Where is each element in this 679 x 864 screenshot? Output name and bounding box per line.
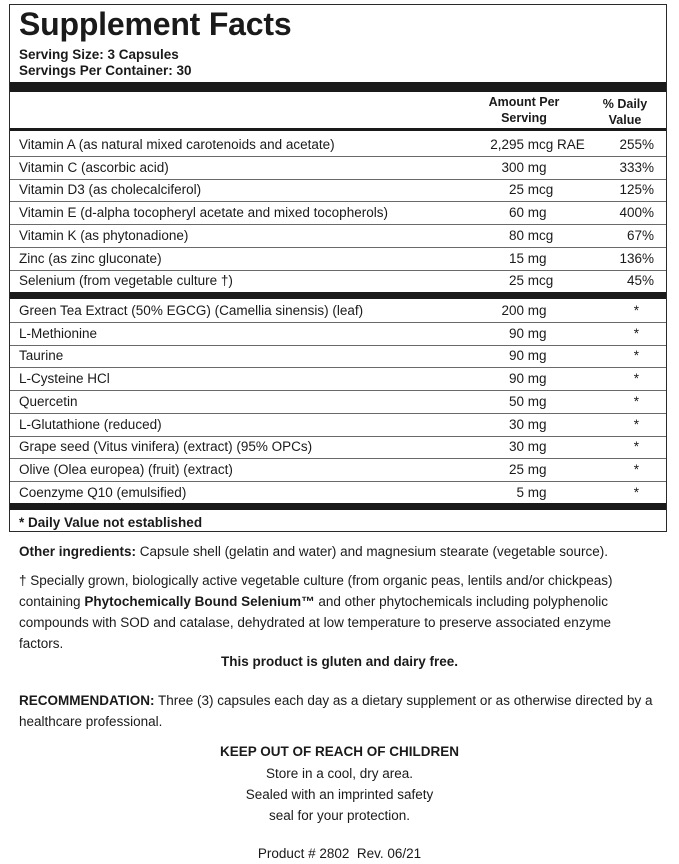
- ingredient-name: Green Tea Extract (50% EGCG) (Camellia sinensis) (leaf): [19, 303, 364, 318]
- facts-row: [10, 345, 666, 368]
- ingredient-name: Vitamin D3 (as cholecalciferol): [19, 182, 202, 198]
- storage-line-1: Store in a cool, dry area.: [265, 766, 414, 781]
- ingredient-amount: 50 mg: [508, 393, 547, 409]
- serving-size: Serving Size: 3 Capsules: [19, 47, 179, 62]
- ingredient-amount: 25 mcg: [508, 273, 554, 289]
- ingredient-daily-value: 125%: [619, 182, 654, 198]
- recommendation-label: RECOMMENDATION:: [19, 693, 155, 708]
- ingredient-name: Selenium (from vegetable culture †): [19, 273, 233, 289]
- selenium-brand-name: Phytochemically Bound Selenium™: [84, 594, 315, 609]
- ingredient-name: Vitamin K (as phytonadione): [19, 227, 189, 243]
- ingredient-daily-value: *: [633, 439, 639, 455]
- facts-row: [10, 391, 666, 414]
- ingredient-amount: 300 mg: [501, 159, 547, 175]
- storage-line-2: Sealed with an imprinted safety: [245, 787, 434, 802]
- facts-row: [10, 323, 666, 346]
- ingredient-name: Zinc (as zinc gluconate): [19, 250, 162, 266]
- facts-row: [10, 414, 666, 437]
- ingredient-name: L-Glutathione (reduced): [19, 416, 162, 432]
- facts-row: [10, 134, 666, 157]
- product-number: Product # 2802 Rev. 06/21: [257, 846, 422, 861]
- ingredient-amount: 25 mcg: [508, 182, 554, 198]
- ingredient-name: L-Methionine: [19, 325, 98, 341]
- header-divider-bar: [10, 82, 666, 92]
- ingredient-amount: 30 mg: [508, 439, 547, 455]
- panel-title: Supplement Facts: [19, 6, 292, 42]
- ingredient-name: Vitamin A (as natural mixed carotenoids and acetate): [19, 137, 335, 152]
- facts-row: [10, 248, 666, 271]
- ingredient-amount: 60 mg: [508, 205, 547, 221]
- ingredient-daily-value: *: [633, 371, 639, 387]
- ingredient-daily-value: 255%: [619, 137, 654, 152]
- facts-row: [10, 368, 666, 391]
- ingredient-name: L-Cysteine HCl: [19, 371, 110, 387]
- ingredient-amount: 5 mg: [516, 484, 547, 500]
- facts-row: [10, 300, 666, 323]
- ingredient-daily-value: *: [633, 416, 639, 432]
- facts-row: [10, 179, 666, 202]
- daily-value-footnote: * Daily Value not established: [19, 515, 203, 530]
- facts-row: [10, 157, 666, 180]
- ingredient-daily-value: 45%: [626, 273, 654, 289]
- ingredient-amount: 90 mg: [508, 325, 547, 341]
- header-bottom-rule: [10, 128, 666, 131]
- facts-row: [10, 225, 666, 248]
- ingredient-daily-value: *: [633, 303, 639, 318]
- ingredient-name: Quercetin: [19, 393, 78, 409]
- ingredient-name: Grape seed (Vitus vinifera) (extract) (95% OPCs): [19, 439, 313, 455]
- ingredient-daily-value: *: [633, 348, 639, 364]
- facts-row: [10, 459, 666, 482]
- ingredient-daily-value: *: [633, 484, 639, 500]
- keep-out-warning: KEEP OUT OF REACH OF CHILDREN: [219, 744, 459, 759]
- ingredient-daily-value: 400%: [619, 205, 654, 221]
- ingredient-daily-value: *: [633, 461, 639, 477]
- servings-per-container: Servings Per Container: 30: [19, 63, 192, 78]
- facts-row: [10, 270, 666, 293]
- ingredient-daily-value: 67%: [626, 227, 654, 243]
- ingredient-amount: 25 mg: [508, 461, 547, 477]
- dagger-note-paragraph: † Specially grown, biologically active vegetable culture (from organic peas, lentils and/or chickpeas) containing Phytochemically Bound Selenium™ and other phytochemicals including polyphenolic compounds with SOD and catalase, dehydrated at low temperature to preserve associated enzyme factors.: [19, 573, 613, 651]
- other-ingredients-text: Capsule shell (gelatin and water) and magnesium stearate (vegetable source).: [136, 544, 609, 559]
- amount-per-serving-header: Amount Per Serving: [488, 95, 560, 125]
- ingredient-name: Coenzyme Q10 (emulsified): [19, 484, 187, 500]
- ingredient-daily-value: *: [633, 325, 639, 341]
- ingredient-amount: 2,295 mcg RAE: [490, 137, 585, 152]
- ingredient-name: Vitamin C (ascorbic acid): [19, 159, 169, 175]
- ingredient-amount: 15 mg: [508, 250, 547, 266]
- recommendation-paragraph: RECOMMENDATION: Three (3) capsules each day as a dietary supplement or as otherwise directed by a healthcare professional.: [19, 693, 653, 729]
- other-ingredients-paragraph: [19, 541, 659, 562]
- facts-row: [10, 436, 666, 459]
- ingredient-daily-value: *: [633, 393, 639, 409]
- ingredient-daily-value: 333%: [619, 159, 654, 175]
- ingredient-amount: 200 mg: [501, 303, 547, 318]
- ingredient-name: Taurine: [19, 348, 64, 364]
- other-ingredients-label: Other ingredients:: [19, 544, 137, 559]
- ingredient-name: Olive (Olea europea) (fruit) (extract): [19, 461, 233, 477]
- facts-row: [10, 202, 666, 225]
- supplement-facts-panel: [9, 4, 667, 532]
- ingredient-amount: 90 mg: [508, 371, 547, 387]
- facts-row: [10, 482, 666, 505]
- ingredient-name: Vitamin E (d-alpha tocopheryl acetate and mixed tocopherols): [19, 205, 388, 221]
- ingredient-amount: 90 mg: [508, 348, 547, 364]
- storage-line-3: seal for your protection.: [268, 808, 411, 823]
- gluten-free-statement: This product is gluten and dairy free.: [220, 654, 459, 669]
- ingredient-daily-value: 136%: [619, 250, 654, 266]
- ingredient-amount: 80 mcg: [508, 227, 554, 243]
- ingredient-amount: 30 mg: [508, 416, 547, 432]
- daily-value-header: % Daily Value: [602, 97, 648, 127]
